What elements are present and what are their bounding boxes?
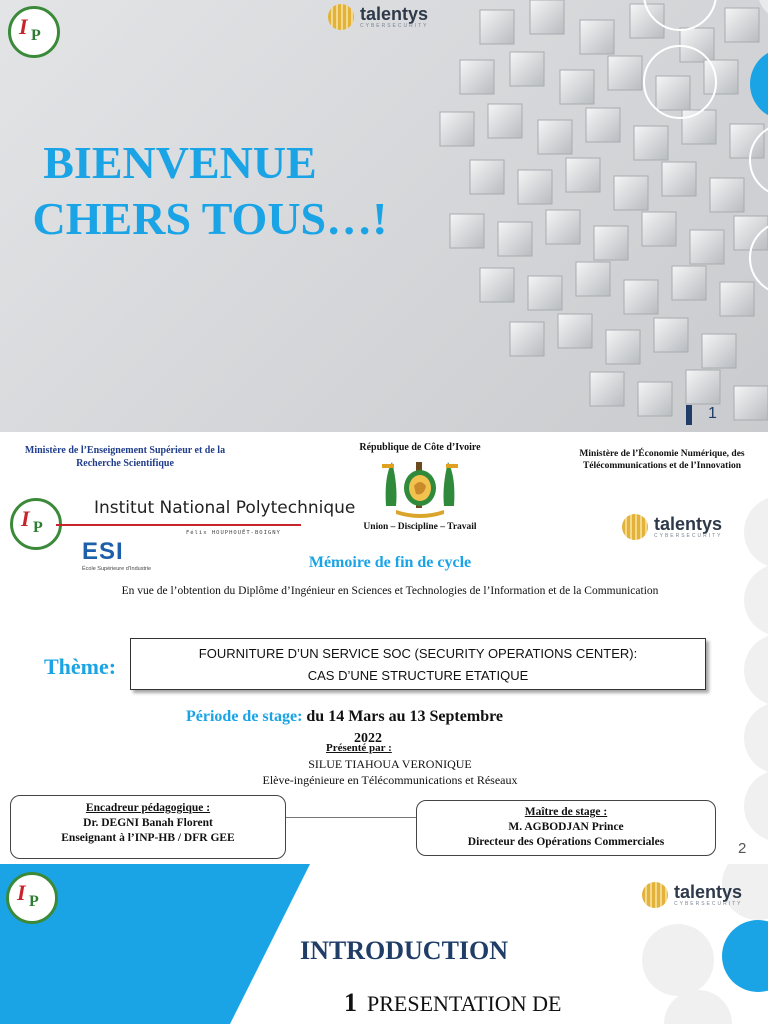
supervisor-label: Encadreur pédagogique : (85, 802, 211, 814)
slide-welcome (0, 0, 768, 432)
institute-underline (56, 524, 301, 526)
supervisor-role: Enseignant à l’INP-HB / DFR GEE (61, 832, 235, 844)
memoire-title: Mémoire de fin de cycle (308, 554, 472, 571)
internship-master-name: M. AGBODJAN Prince (508, 821, 624, 833)
theme-line1: FOURNITURE D’UN SERVICE SOC (SECURITY OPERATIONS CENTER): (198, 646, 638, 661)
republic-label: République de Côte d’Ivoire (359, 442, 481, 453)
ministry-education-label: Ministère de l’Enseignement Supérieur et de la Recherche Scientifique (24, 445, 226, 469)
talentys-tagline: CYBERSECURITY (674, 901, 743, 907)
slide-cover-page (0, 432, 768, 864)
theme-line2: CAS D’UNE STRUCTURE ETATIQUE (307, 668, 529, 683)
plan-item-text: PRESENTATION DE (367, 991, 562, 1016)
esi-subtitle: École Supérieure d’Industrie (82, 566, 152, 572)
talentys-tagline: CYBERSECURITY (360, 23, 429, 29)
talentys-logo (328, 4, 429, 30)
internship-master-box (416, 800, 716, 856)
inp-logo: I P (10, 498, 62, 550)
supervisor-name: Dr. DEGNI Banah Florent (83, 817, 213, 829)
cote-divoire-coat-of-arms-icon (376, 456, 464, 520)
talentys-logo (642, 882, 743, 908)
talentys-name: talentys (654, 514, 723, 534)
ministry-digital-label: Ministère de l’Économie Numérique, des Télécommunications et de l’Innovation (579, 449, 745, 471)
diploma-description: En vue de l’obtention du Diplôme d’Ingénieur en Sciences et Technologies de l’Information et de la Communication (121, 585, 659, 597)
institute-subtitle: Félix HOUPHOUËT-BOIGNY (186, 530, 281, 536)
student-name: SILUE TIAHOUA VERONIQUE (308, 757, 472, 771)
student-title: Elève-ingénieure en Télécommunications et Réseaux (262, 773, 518, 787)
talentys-mark-icon (622, 514, 648, 540)
internship-master-role: Directeur des Opérations Commerciales (467, 836, 665, 848)
theme-box (130, 638, 706, 690)
national-motto: Union – Discipline – Travail (363, 522, 477, 532)
talentys-logo (622, 514, 723, 540)
supervisor-box (10, 795, 286, 859)
period-label: Période de stage: (186, 708, 303, 725)
decorative-circles (708, 432, 768, 864)
inp-logo: I P (6, 872, 58, 924)
internship-period (186, 708, 503, 726)
internship-master-label: Maître de stage : (524, 806, 608, 818)
page-number: 1 (708, 405, 717, 422)
inp-logo: I P (8, 6, 60, 58)
presented-by-label: Présenté par : (326, 742, 392, 754)
theme-label: Thème: (44, 654, 117, 679)
talentys-name: talentys (674, 882, 743, 902)
plan-item-number: 1 (344, 988, 357, 1017)
plan-item (344, 988, 561, 1018)
slide-plan (0, 864, 768, 1024)
esi-name: ESI (82, 538, 124, 565)
period-value: du 14 Mars au 13 Septembre (306, 708, 503, 725)
student-info (200, 756, 580, 788)
institute-name: Institut National Polytechnique (94, 498, 356, 518)
talentys-mark-icon (328, 4, 354, 30)
introduction-heading: INTRODUCTION (300, 936, 509, 965)
esi-logo (82, 538, 151, 572)
talentys-name: talentys (360, 4, 429, 24)
welcome-title-line2: CHERS TOUS…! (32, 193, 388, 244)
talentys-mark-icon (642, 882, 668, 908)
page-number-bar (686, 405, 692, 425)
page-number: 2 (738, 840, 747, 857)
period-year: 2022 (354, 731, 382, 746)
welcome-title-line1: BIENVENUE (43, 137, 317, 188)
cube-pattern-image (420, 0, 768, 432)
talentys-tagline: CYBERSECURITY (654, 533, 723, 539)
